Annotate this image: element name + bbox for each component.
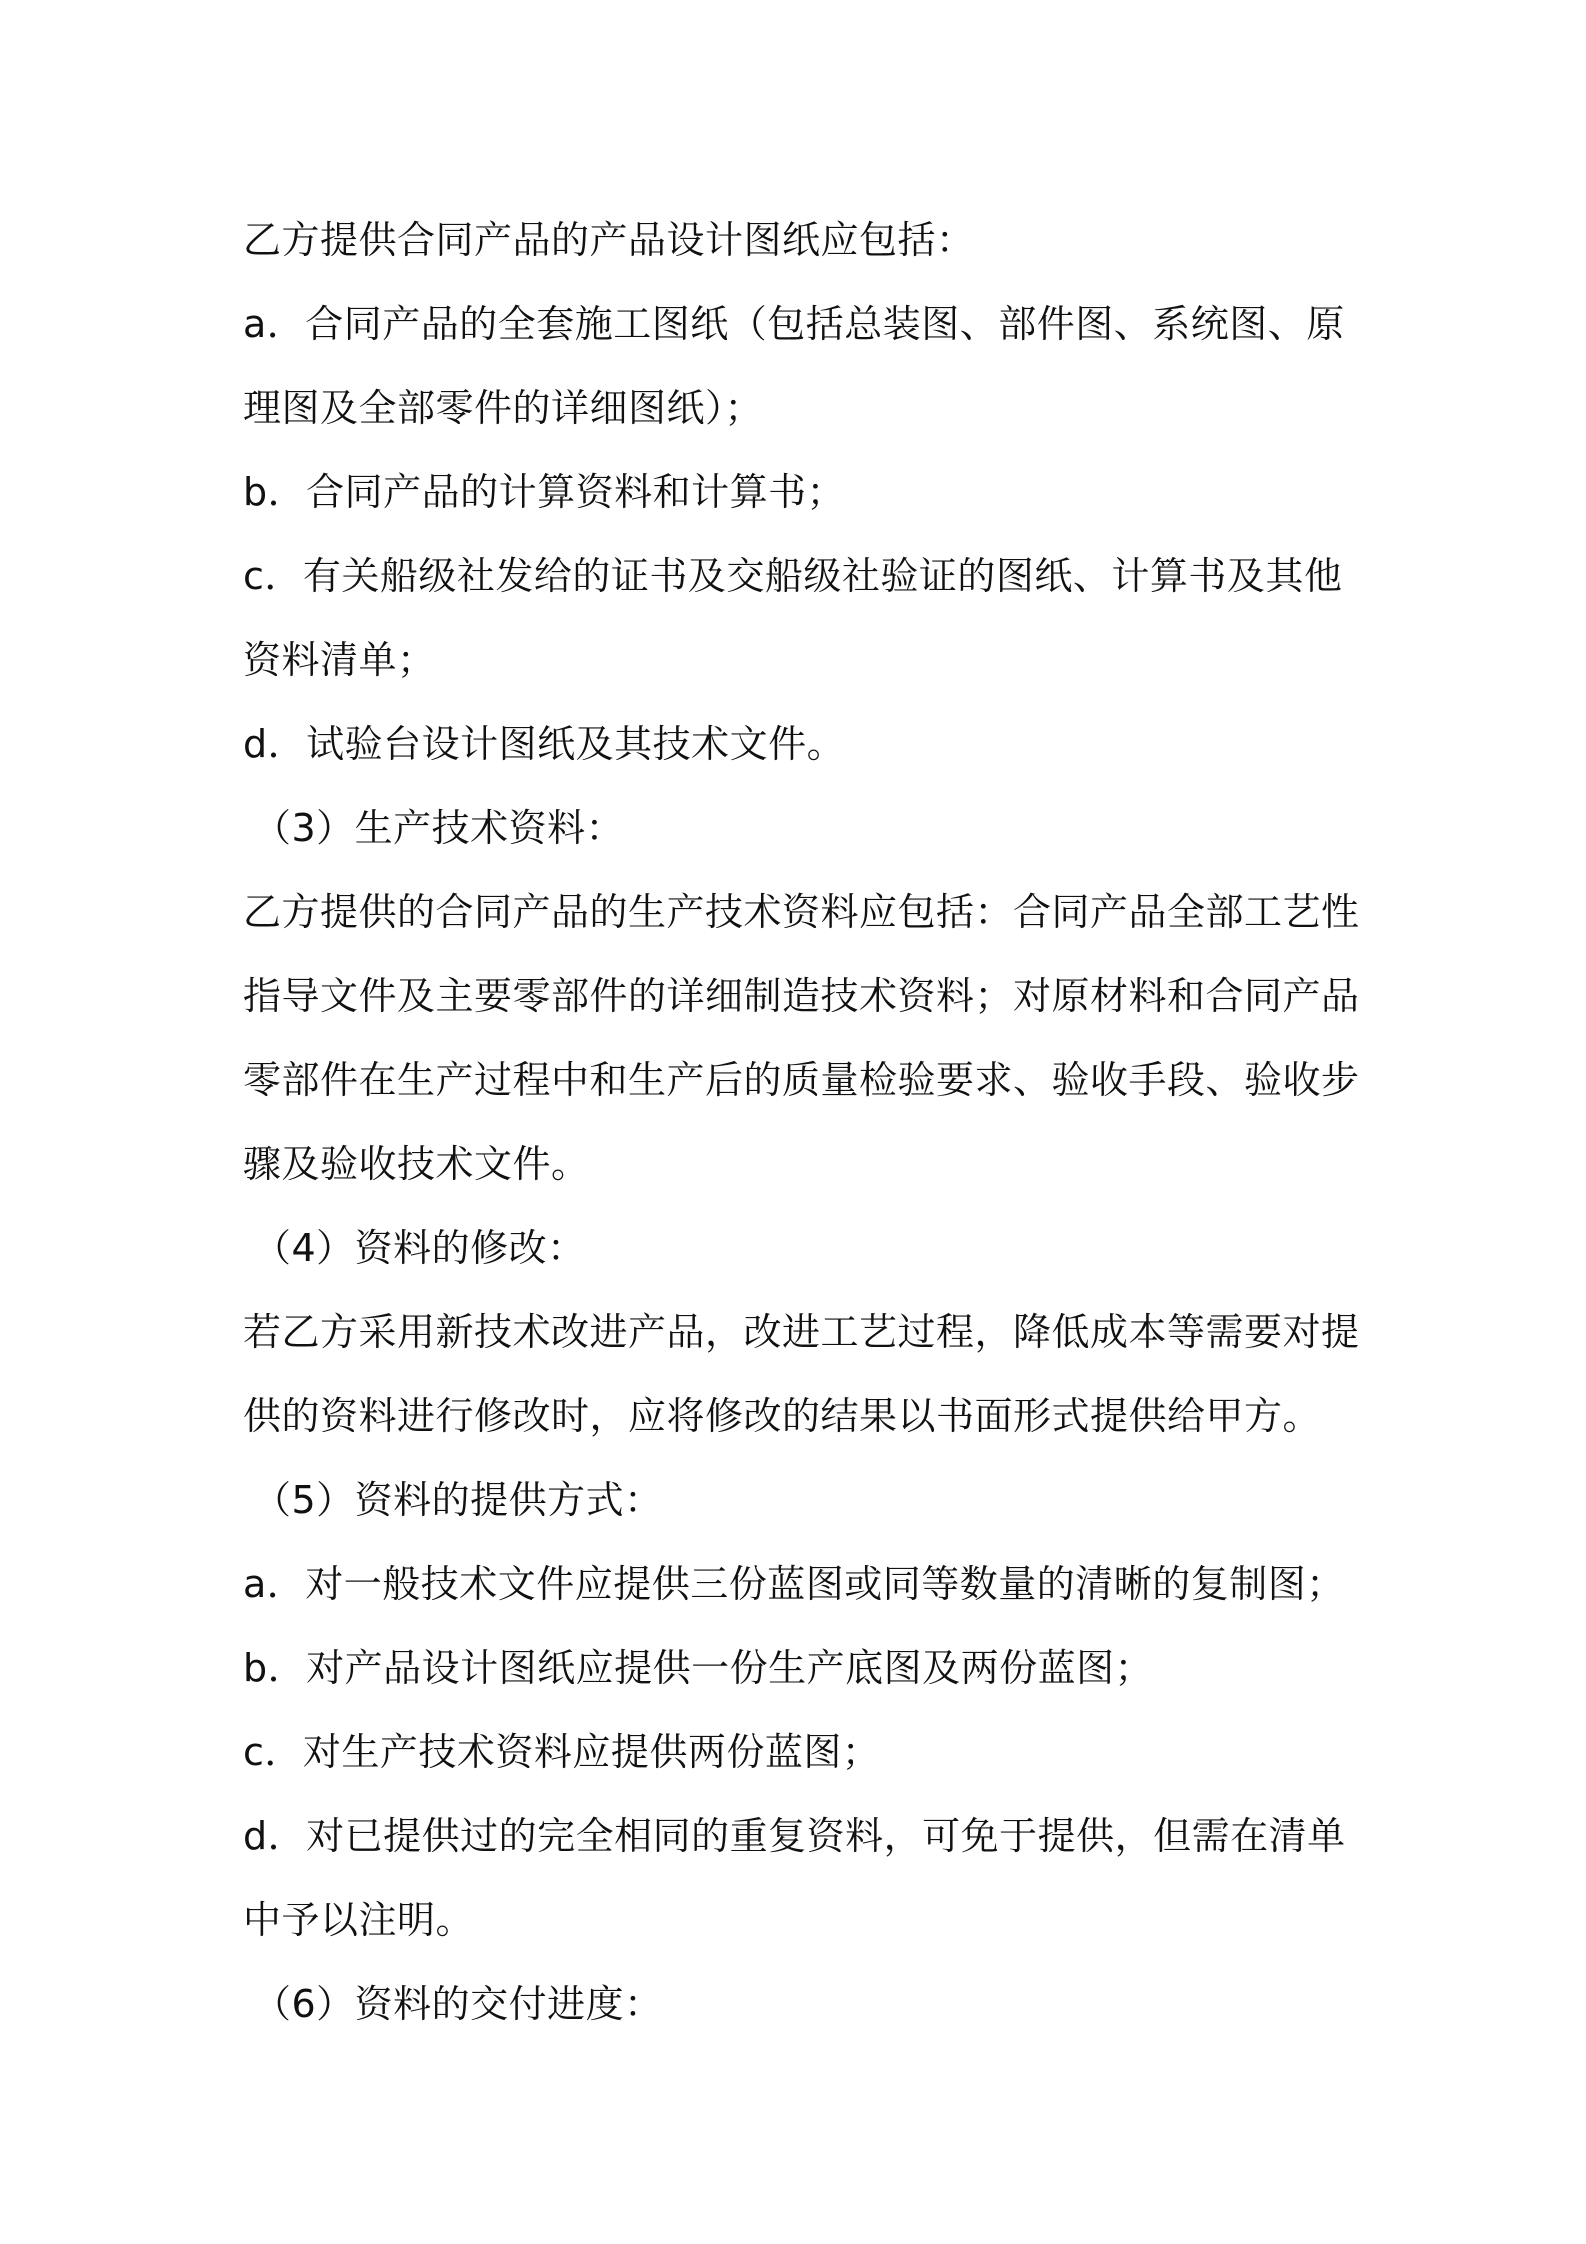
list-item-d-test-bench-drawings: d．试验台设计图纸及其技术文件。 <box>243 722 846 766</box>
list-item-b-design-drawings: b．对产品设计图纸应提供一份生产底图及两份蓝图； <box>243 1646 1154 1690</box>
paragraph-production-data: 乙方提供的合同产品的生产技术资料应包括：合同产品全部工艺性指导文件及主要零部件的详细制造技术资料；对原材料和合同产品零部件在生产过程中和生产后的质量检验要求、验收手段、验收步骤及验收技术文件。 <box>243 890 1360 1186</box>
list-item-c-production-data: c．对生产技术资料应提供两份蓝图； <box>243 1730 881 1774</box>
list-item-d-duplicate-data: d．对已提供过的完全相同的重复资料，可免于提供，但需在清单中予以注明。 <box>243 1814 1346 1942</box>
list-item-c-classification-certificates: c．有关船级社发给的证书及交船级社验证的图纸、计算书及其他资料清单； <box>243 554 1343 682</box>
section-heading-6-delivery-schedule: （6）资料的交付进度： <box>253 1982 663 2026</box>
section-heading-4-data-modification: （4）资料的修改： <box>253 1226 586 1270</box>
section-heading-5-delivery-method: （5）资料的提供方式： <box>253 1478 663 1522</box>
list-item-b-calculations: b．合同产品的计算资料和计算书； <box>243 470 846 514</box>
list-item-a-construction-drawings: a．合同产品的全套施工图纸（包括总装图、部件图、系统图、原理图及全部零件的详细图纸）； <box>243 302 1345 430</box>
document-body <box>243 198 1363 2046</box>
list-item-a-general-documents: a．对一般技术文件应提供三份蓝图或同等数量的清晰的复制图； <box>243 1562 1345 1606</box>
paragraph-data-modification: 若乙方采用新技术改进产品，改进工艺过程，降低成本等需要对提供的资料进行修改时，应将修改的结果以书面形式提供给甲方。 <box>243 1310 1360 1438</box>
paragraph-design-drawings-intro: 乙方提供合同产品的产品设计图纸应包括： <box>243 218 975 262</box>
section-heading-3-production-data: （3）生产技术资料： <box>253 806 625 850</box>
